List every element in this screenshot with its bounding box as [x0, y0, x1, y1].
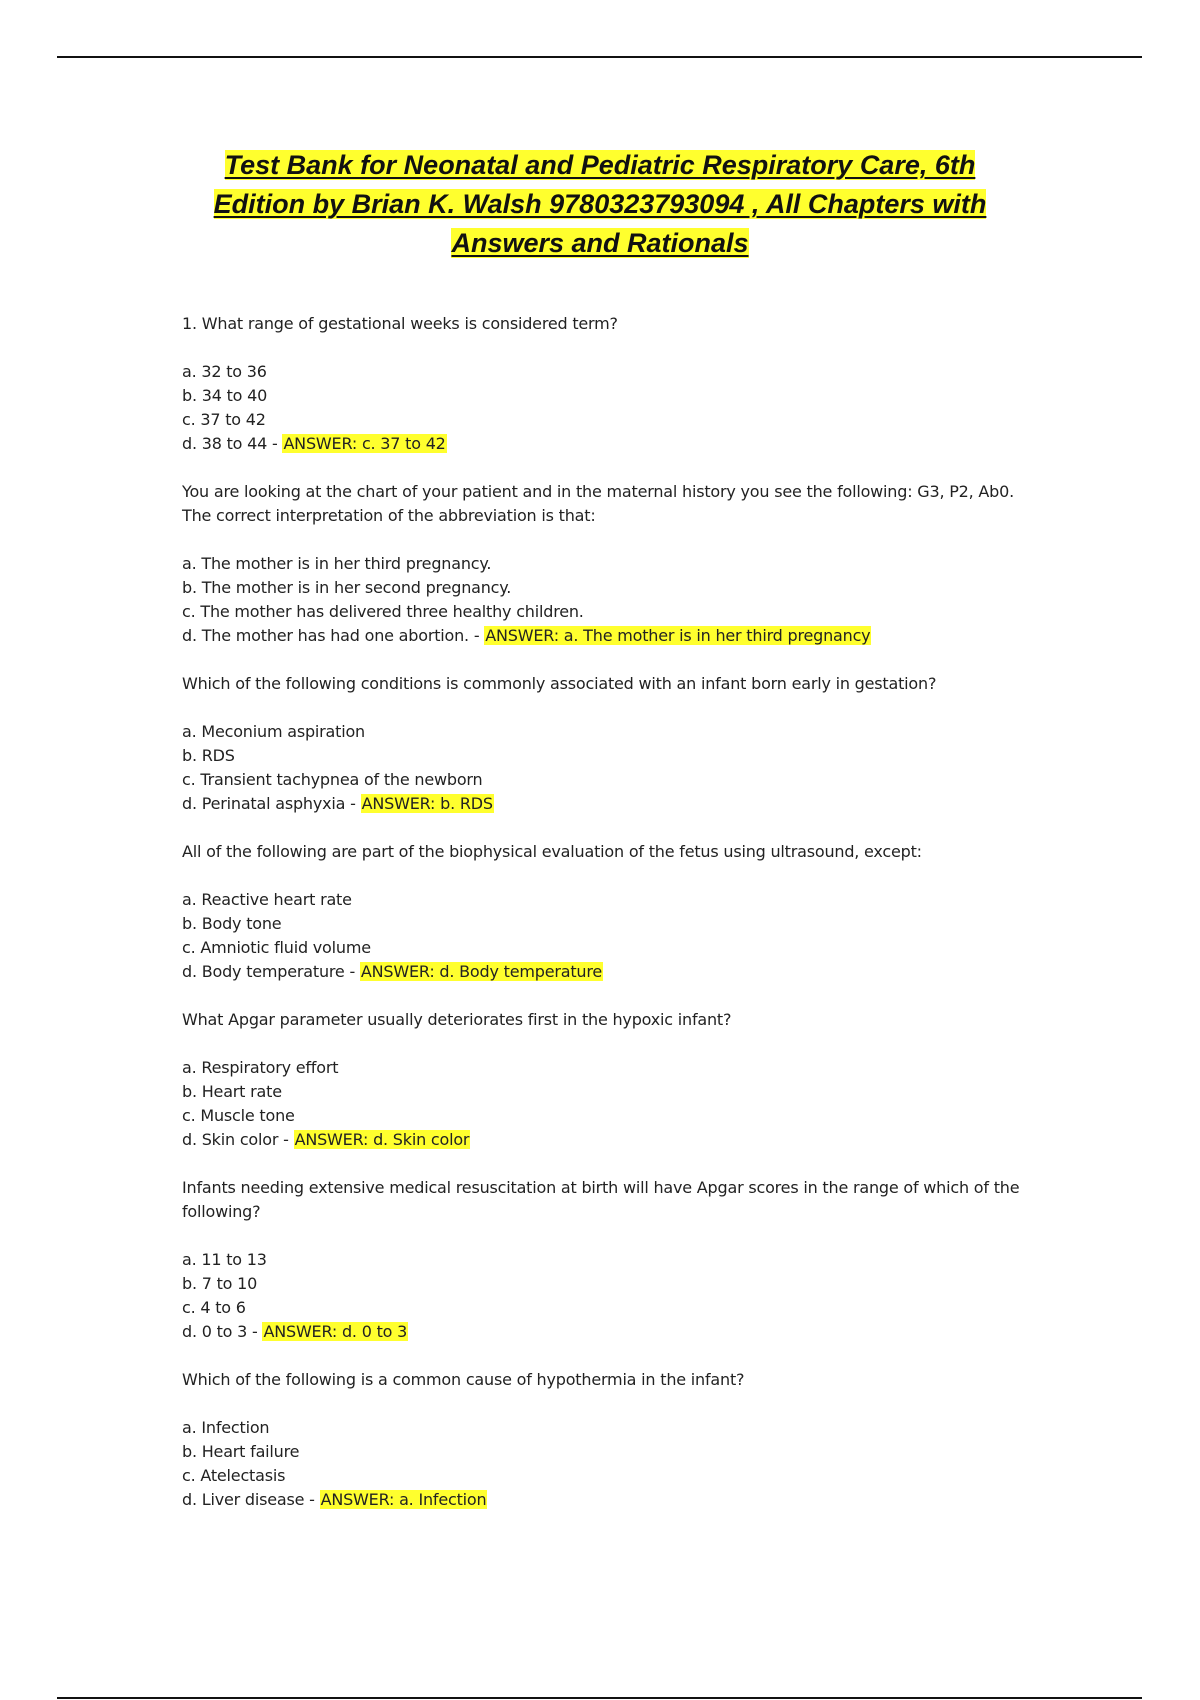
option-d [182, 432, 1042, 456]
option-d [182, 792, 1042, 816]
option-b: b. 7 to 10 [182, 1274, 258, 1293]
option-a: a. Infection [182, 1418, 270, 1437]
question-text: What Apgar parameter usually deteriorates first in the hypoxic infant? [182, 1010, 732, 1029]
option-d-text: d. Perinatal asphyxia - [182, 794, 361, 813]
option-b: b. The mother is in her second pregnancy. [182, 578, 512, 597]
title-line-1: Test Bank for Neonatal and Pediatric Respiratory Care, 6th [224, 150, 976, 180]
question-text: Infants needing extensive medical resuscitation at birth will have Apgar scores in the range of which of the following? [182, 1178, 1020, 1221]
option-b: b. Heart failure [182, 1442, 300, 1461]
question-text: Which of the following is a common cause of hypothermia in the infant? [182, 1370, 745, 1389]
option-a: a. Meconium aspiration [182, 722, 365, 741]
option-a: a. 32 to 36 [182, 362, 267, 381]
option-d [182, 1128, 1042, 1152]
option-c: c. Transient tachypnea of the newborn [182, 770, 483, 789]
title-line-2: Edition by Brian K. Walsh 9780323793094 , All Chapters with [213, 189, 987, 219]
option-b: b. 34 to 40 [182, 386, 268, 405]
answer-highlight: ANSWER: d. Skin color [294, 1130, 470, 1149]
answer-highlight: ANSWER: a. The mother is in her third pregnancy [485, 626, 871, 645]
option-d [182, 624, 1042, 648]
answer-highlight: ANSWER: a. Infection [320, 1490, 487, 1509]
option-c: c. 37 to 42 [182, 410, 266, 429]
option-a: a. The mother is in her third pregnancy. [182, 554, 492, 573]
answer-highlight: ANSWER: b. RDS [361, 794, 493, 813]
answer-highlight: ANSWER: c. 37 to 42 [283, 434, 446, 453]
option-d-text: d. 38 to 44 - [182, 434, 283, 453]
option-d-text: d. Liver disease - [182, 1490, 320, 1509]
top-divider [57, 56, 1142, 58]
answer-highlight: ANSWER: d. 0 to 3 [263, 1322, 408, 1341]
option-d-text: d. 0 to 3 - [182, 1322, 263, 1341]
title-line-3: Answers and Rationals [451, 228, 749, 258]
question-text: All of the following are part of the biophysical evaluation of the fetus using ultrasound, except: [182, 842, 922, 861]
answer-highlight: ANSWER: d. Body temperature [360, 962, 602, 981]
option-d [182, 1488, 1042, 1512]
option-d [182, 960, 1042, 984]
question-4 [182, 840, 1042, 984]
bottom-divider [57, 1697, 1142, 1699]
option-d-text: d. The mother has had one abortion. - [182, 626, 485, 645]
option-c: c. 4 to 6 [182, 1298, 246, 1317]
question-6 [182, 1176, 1042, 1344]
option-c: c. The mother has delivered three healthy children. [182, 602, 584, 621]
option-b: b. RDS [182, 746, 235, 765]
option-d-text: d. Body temperature - [182, 962, 360, 981]
option-c: c. Amniotic fluid volume [182, 938, 371, 957]
option-c: c. Muscle tone [182, 1106, 295, 1125]
option-d-text: d. Skin color - [182, 1130, 294, 1149]
option-b: b. Body tone [182, 914, 282, 933]
question-3 [182, 672, 1042, 816]
option-a: a. 11 to 13 [182, 1250, 267, 1269]
question-text: You are looking at the chart of your patient and in the maternal history you see the following: G3, P2, Ab0. The correct interpretation of the abbreviation is that: [182, 482, 1014, 525]
option-a: a. Reactive heart rate [182, 890, 352, 909]
question-2 [182, 480, 1042, 648]
option-a: a. Respiratory effort [182, 1058, 339, 1077]
question-7 [182, 1368, 1042, 1512]
option-c: c. Atelectasis [182, 1466, 286, 1485]
question-1 [182, 312, 1042, 456]
question-text: Which of the following conditions is commonly associated with an infant born early in gestation? [182, 674, 937, 693]
question-text: 1. What range of gestational weeks is considered term? [182, 314, 618, 333]
question-5 [182, 1008, 1042, 1152]
option-d [182, 1320, 1042, 1344]
option-b: b. Heart rate [182, 1082, 282, 1101]
question-list [182, 312, 1042, 1536]
document-title [130, 146, 1070, 263]
